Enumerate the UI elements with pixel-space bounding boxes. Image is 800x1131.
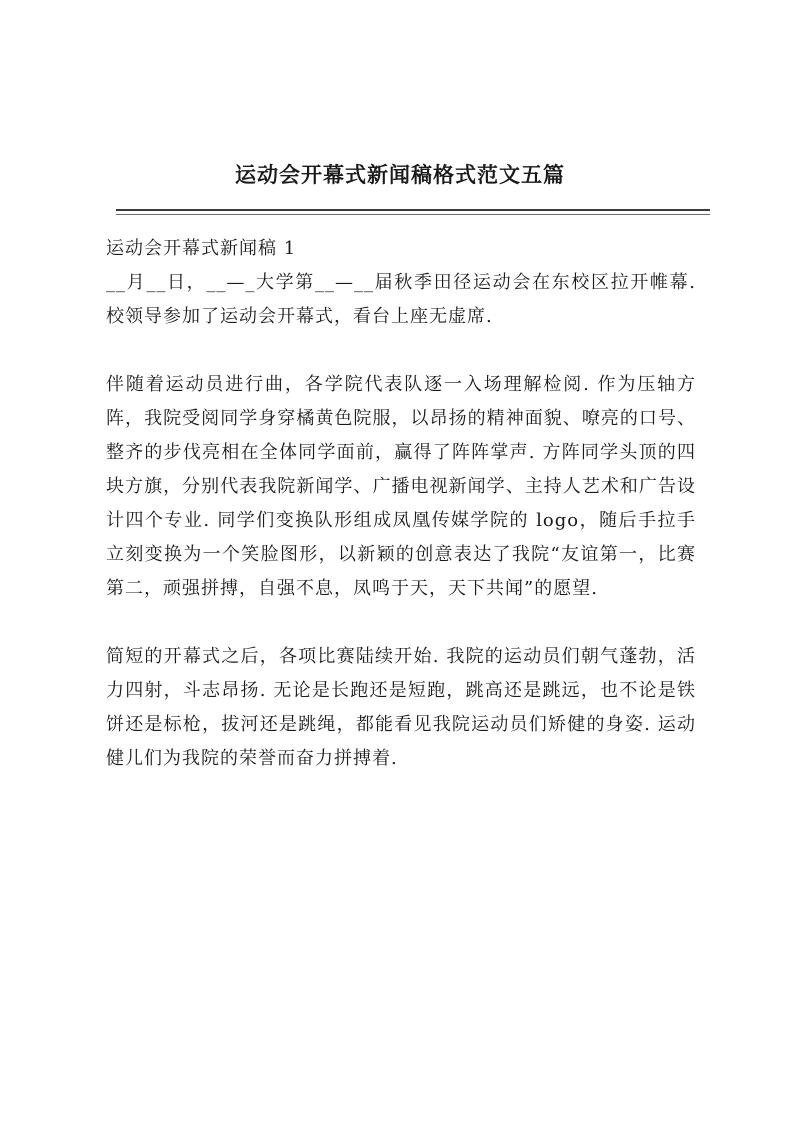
paragraph-2: 伴随着运动员进行曲，各学院代表队逐一入场理解检阅. 作为压轴方阵，我院受阅同学身穿橘黄色院服，以昂扬的精神面貌、嘹亮的口号、整齐的步伐亮相在全体同学面前，赢得了阵阵掌声. 方阵同学头顶的四块方旗，分别代表我院新闻学、广播电视新闻学、主持人艺术和广告设计四个专业. 同学们变换队形组成凤凰传媒学院的 logo，随后手拉手立刻变换为一个笑脸图形，以新颖的创意表达了我院“友谊第一，比赛第二，顽强拼搏，自强不息，凤鸣于天，天下共闻”的愿望.	[106, 374, 696, 599]
article-heading: 运动会开幕式新闻稿 1	[106, 238, 297, 259]
title-rule-thick	[116, 209, 710, 211]
document-title: 运动会开幕式新闻稿格式范文五篇	[235, 162, 565, 187]
paragraph-1: __月__日，__—_大学第__—__届秋季田径运动会在东校区拉开帷幕. 校领导参加了运动会开幕式，看台上座无虚席.	[106, 272, 696, 327]
paragraph-3: 简短的开幕式之后，各项比赛陆续开始. 我院的运动员们朝气蓬勃，活力四射，斗志昂扬. 无论是长跑还是短跑，跳高还是跳远，也不论是铁饼还是标枪，拔河还是跳绳，都能看见我院运动员们矫健的身姿. 运动健儿们为我院的荣誉而奋力拼搏着.	[106, 646, 696, 769]
document-body	[106, 232, 696, 776]
title-rule-thin	[116, 214, 710, 215]
